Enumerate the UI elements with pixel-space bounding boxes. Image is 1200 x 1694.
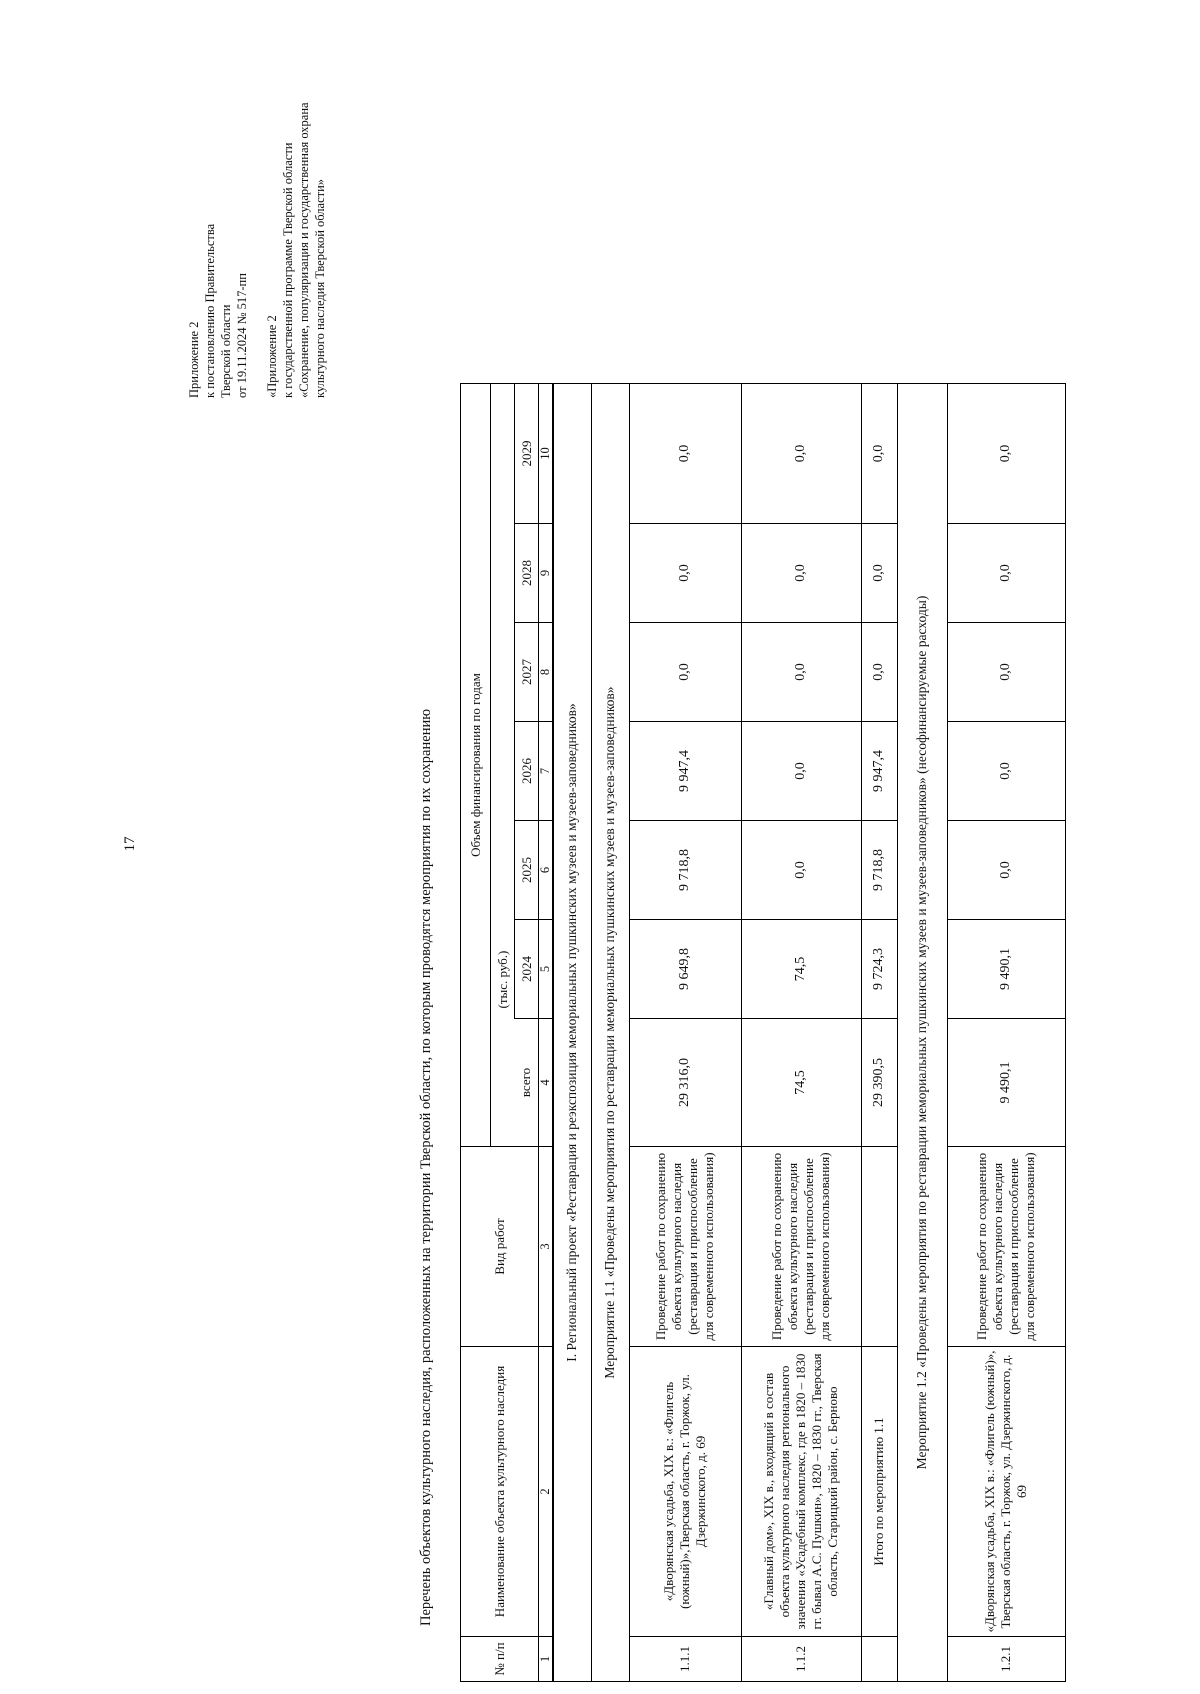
row-work-type: Проведение работ по сохранению объекта культурного наследия (реставрация и приспособление для современного использования)	[947, 1147, 1065, 1347]
row-object-name: «Дворянская усадьба, XIX в.: «Флигель (южный)»,Тверская область, г. Торжок, ул. Дзержинского, д. 69	[629, 1347, 741, 1637]
row-value: 9 490,1	[947, 920, 1065, 1019]
col-number: 5	[539, 920, 554, 1019]
row-value: 9 649,8	[629, 920, 741, 1019]
subtotal-value: 0,0	[861, 384, 897, 524]
row-value: 0,0	[629, 384, 741, 524]
subtotal-value: 0,0	[861, 623, 897, 722]
col-number: 7	[539, 722, 554, 821]
col-number: 9	[539, 524, 554, 623]
row-work-type: Проведение работ по сохранению объекта культурного наследия (реставрация и приспособление для современного использования)	[629, 1147, 741, 1347]
row-value: 0,0	[629, 524, 741, 623]
program-line: «Сохранение, популяризация и государственная охрана	[297, 102, 311, 398]
row-value: 9 718,8	[629, 821, 741, 920]
section-heading: I. Региональный проект «Реставрация и реэкспозиция мемориальных пушкинских музеев и музеев-заповедников»	[553, 384, 591, 1682]
header-year: 2028	[515, 524, 539, 623]
row-total: 9 490,1	[947, 1019, 1065, 1147]
col-number: 8	[539, 623, 554, 722]
row-work-type: Проведение работ по сохранению объекта культурного наследия (реставрация и приспособление для современного использования)	[741, 1147, 861, 1347]
col-number: 3	[539, 1147, 554, 1347]
col-number: 10	[539, 384, 554, 524]
row-value: 0,0	[741, 821, 861, 920]
row-value: 0,0	[741, 384, 861, 524]
row-num: 1.1.2	[741, 1637, 861, 1682]
subtotal-value: 9 724,3	[861, 920, 897, 1019]
subtotal-value: 9 947,4	[861, 722, 897, 821]
row-object-name: «Дворянская усадьба, XIX в.: «Флигель (южный)», Тверская область, г. Торжок, ул. Дзержинского, д. 69	[947, 1347, 1065, 1637]
measure-heading: Мероприятие 1.2 «Проведены мероприятия по реставрации мемориальных пушкинских музеев и музеев-заповедников» (несофинансируемые расходы)	[897, 384, 947, 1682]
header-year: 2027	[515, 623, 539, 722]
subtotal-value: 0,0	[861, 524, 897, 623]
table-row	[629, 384, 741, 1682]
header-year: 2029	[515, 384, 539, 524]
row-value: 74,5	[741, 920, 861, 1019]
row-value: 9 947,4	[629, 722, 741, 821]
header-work: Вид работ	[461, 1147, 539, 1347]
row-num: 1.1.1	[629, 1637, 741, 1682]
program-line: к государственной программе Тверской области	[281, 142, 295, 398]
subtotal-row	[861, 384, 897, 1682]
col-number: 4	[539, 1019, 554, 1147]
annex-block	[186, 102, 328, 398]
measure-heading: Мероприятие 1.1 «Проведены мероприятия по реставрации мемориальных пушкинских музеев и музеев-заповедников»	[591, 384, 629, 1682]
col-number: 1	[539, 1637, 554, 1682]
col-number: 6	[539, 821, 554, 920]
page-number: 17	[122, 836, 138, 852]
row-num: 1.2.1	[947, 1637, 1065, 1682]
header-name: Наименование объекта культурного наследия	[461, 1347, 539, 1637]
row-total: 74,5	[741, 1019, 861, 1147]
header-total: всего	[515, 1019, 539, 1147]
row-value: 0,0	[947, 524, 1065, 623]
row-value: 0,0	[947, 722, 1065, 821]
header-year: 2025	[515, 821, 539, 920]
program-line: культурного наследия Тверской области»	[313, 178, 327, 398]
col-number: 2	[539, 1347, 554, 1637]
table-row	[947, 384, 1065, 1682]
annex-line: Тверской области	[219, 304, 233, 398]
row-value: 0,0	[947, 623, 1065, 722]
table-row	[741, 384, 861, 1682]
row-value: 0,0	[629, 623, 741, 722]
header-year: 2024	[515, 920, 539, 1019]
row-value: 0,0	[741, 524, 861, 623]
annex-line: Приложение 2	[187, 321, 201, 398]
row-value: 0,0	[947, 384, 1065, 524]
annex-line: к постановлению Правительства	[203, 223, 217, 398]
document-title: Перечень объектов культурного наследия, расположенных на территории Тверской области, по которым проводятся мероприятия по их сохранению	[418, 708, 434, 1626]
row-value: 0,0	[741, 722, 861, 821]
subtotal-label: Итого по мероприятию 1.1	[861, 1347, 897, 1637]
header-year: 2026	[515, 722, 539, 821]
row-value: 0,0	[947, 821, 1065, 920]
row-total: 29 316,0	[629, 1019, 741, 1147]
header-funding: Объем финансирования по годам	[461, 384, 491, 1147]
row-value: 0,0	[741, 623, 861, 722]
objects-table	[460, 383, 1066, 1682]
header-num: № п/п	[461, 1637, 539, 1682]
header-unit: (тыс. руб.)	[491, 384, 515, 1019]
annex-line: от 19.11.2024 № 517-пп	[235, 273, 249, 398]
program-line: «Приложение 2	[265, 315, 279, 398]
subtotal-total: 29 390,5	[861, 1019, 897, 1147]
row-object-name: «Главный дом», XIX в., входящий в состав объекта культурного наследия регионального значения «Усадебный комплекс, где в 1820 – 1830 гг. бывал А.С. Пушкин», 1820 – 1830 гг., Тверская область, Старицкий район, с. Берново	[741, 1347, 861, 1637]
subtotal-value: 9 718,8	[861, 821, 897, 920]
